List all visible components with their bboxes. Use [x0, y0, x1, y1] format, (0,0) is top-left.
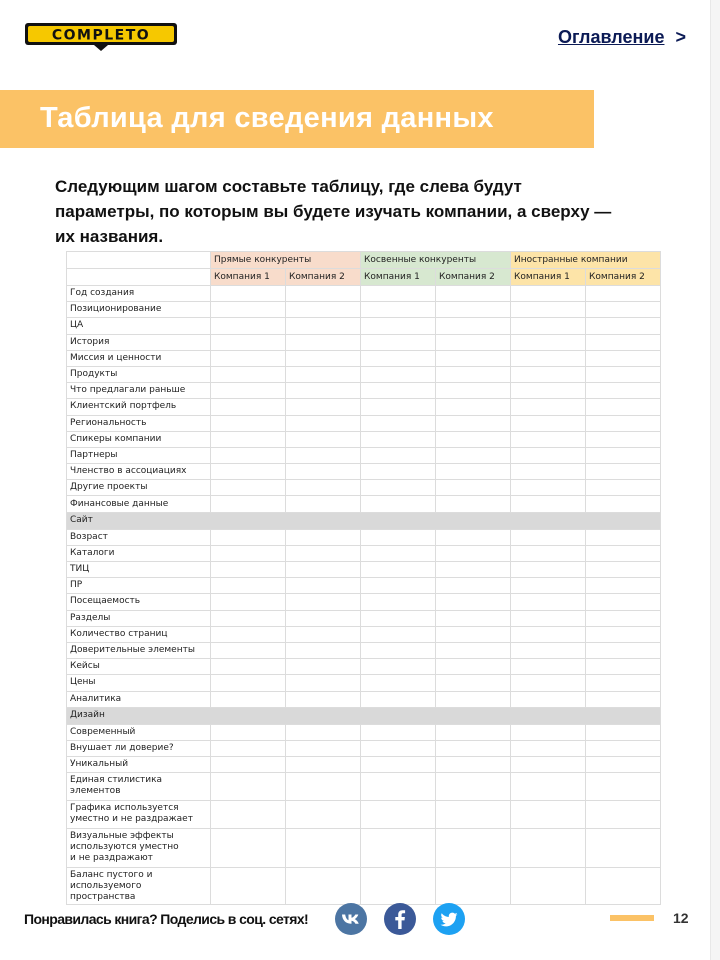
table-cell[interactable]: [286, 399, 361, 415]
table-cell[interactable]: [586, 318, 661, 334]
table-cell[interactable]: [211, 675, 286, 691]
parameter-label: ЦА: [67, 318, 211, 334]
table-cell[interactable]: [286, 829, 361, 868]
toc-link[interactable]: Оглавление: [557, 27, 665, 47]
table-cell[interactable]: [211, 480, 286, 496]
logo-text: COMPLETO: [51, 27, 151, 44]
table-row: [67, 334, 661, 350]
parameter-label: Кейсы: [67, 659, 211, 675]
table-cell[interactable]: [361, 318, 436, 334]
page-title: Таблица для сведения данных: [40, 102, 494, 134]
table-cell[interactable]: [511, 366, 586, 382]
company-header: Компания 2: [586, 269, 661, 286]
page-number: 12: [673, 910, 689, 926]
table-cell[interactable]: [436, 480, 511, 496]
table-cell[interactable]: [436, 545, 511, 561]
table-row: [67, 829, 661, 868]
parameter-label: Каталоги: [67, 545, 211, 561]
table-cell[interactable]: [361, 594, 436, 610]
table-cell[interactable]: [436, 562, 511, 578]
parameter-label: Современный: [67, 724, 211, 740]
table-cell[interactable]: [511, 675, 586, 691]
table-cell[interactable]: [286, 545, 361, 561]
table-cell[interactable]: [511, 829, 586, 868]
table-cell[interactable]: [586, 740, 661, 756]
table-cell[interactable]: [286, 318, 361, 334]
parameter-label: Год создания: [67, 286, 211, 302]
table-row: [67, 659, 661, 675]
table-cell[interactable]: [511, 447, 586, 463]
table-cell[interactable]: [511, 801, 586, 829]
table-cell[interactable]: [361, 496, 436, 512]
table-cell[interactable]: [586, 578, 661, 594]
parameter-label: Внушает ли доверие?: [67, 740, 211, 756]
table-cell[interactable]: [586, 594, 661, 610]
table-cell[interactable]: [586, 383, 661, 399]
table-row: [67, 610, 661, 626]
table-cell[interactable]: [511, 691, 586, 707]
table-cell[interactable]: [511, 431, 586, 447]
table-cell[interactable]: [436, 659, 511, 675]
parameter-label: Членство в ассоциациях: [67, 464, 211, 480]
parameter-label: Графика используется уместно и не раздражает: [67, 801, 211, 829]
table-cell[interactable]: [436, 642, 511, 658]
table-row: [67, 626, 661, 642]
table-cell[interactable]: [436, 286, 511, 302]
group-header-row: [67, 252, 661, 269]
facebook-icon[interactable]: [384, 903, 416, 935]
table-cell[interactable]: [211, 366, 286, 382]
parameter-label: Уникальный: [67, 757, 211, 773]
table-cell[interactable]: [586, 480, 661, 496]
table-cell[interactable]: [286, 529, 361, 545]
table-cell[interactable]: [361, 675, 436, 691]
table-cell[interactable]: [361, 562, 436, 578]
table-cell[interactable]: [286, 431, 361, 447]
table-cell[interactable]: [211, 691, 286, 707]
table-cell[interactable]: [511, 740, 586, 756]
table-cell[interactable]: [286, 302, 361, 318]
table-cell[interactable]: [436, 350, 511, 366]
table-cell[interactable]: [511, 496, 586, 512]
table-cell[interactable]: [436, 691, 511, 707]
table-cell[interactable]: [586, 724, 661, 740]
table-row: [67, 757, 661, 773]
table-cell[interactable]: [511, 642, 586, 658]
table-cell[interactable]: [511, 399, 586, 415]
table-cell[interactable]: [211, 740, 286, 756]
company-header: Компания 2: [286, 269, 361, 286]
table-cell[interactable]: [211, 773, 286, 801]
table-cell[interactable]: [511, 415, 586, 431]
table-cell[interactable]: [211, 659, 286, 675]
table-cell[interactable]: [286, 757, 361, 773]
table-cell[interactable]: [286, 383, 361, 399]
table-row: [67, 464, 661, 480]
table-cell[interactable]: [211, 286, 286, 302]
parameter-label: Миссия и ценности: [67, 350, 211, 366]
parameter-label: Клиентский портфель: [67, 399, 211, 415]
table-cell[interactable]: [286, 447, 361, 463]
table-cell[interactable]: [361, 757, 436, 773]
table-cell[interactable]: [511, 464, 586, 480]
group-header-foreign: Иностранные компании: [511, 252, 661, 269]
table-cell[interactable]: [436, 626, 511, 642]
table-cell[interactable]: [211, 801, 286, 829]
table-row: [67, 545, 661, 561]
table-cell[interactable]: [436, 447, 511, 463]
table-cell[interactable]: [361, 334, 436, 350]
toc-nav: [558, 27, 686, 48]
table-cell[interactable]: [586, 868, 661, 905]
table-cell[interactable]: [211, 350, 286, 366]
table-cell[interactable]: [211, 868, 286, 905]
table-cell[interactable]: [511, 286, 586, 302]
parameter-label: Что предлагали раньше: [67, 383, 211, 399]
table-row: [67, 415, 661, 431]
table-cell[interactable]: [211, 529, 286, 545]
table-cell[interactable]: [511, 610, 586, 626]
table-cell[interactable]: [211, 562, 286, 578]
table-cell[interactable]: [361, 415, 436, 431]
table-cell[interactable]: [511, 350, 586, 366]
table-row: [67, 302, 661, 318]
table-cell[interactable]: [586, 659, 661, 675]
table-cell[interactable]: [511, 578, 586, 594]
company-header: Компания 1: [211, 269, 286, 286]
table-cell[interactable]: [361, 691, 436, 707]
table-cell[interactable]: [286, 626, 361, 642]
table-cell[interactable]: [586, 302, 661, 318]
table-row: [67, 399, 661, 415]
table-cell[interactable]: [511, 302, 586, 318]
table-cell[interactable]: [361, 529, 436, 545]
table-cell[interactable]: [361, 480, 436, 496]
data-table-wrapper: [66, 251, 660, 905]
table-row: [67, 496, 661, 512]
table-cell[interactable]: [286, 773, 361, 801]
table-cell[interactable]: [361, 464, 436, 480]
table-cell[interactable]: [436, 366, 511, 382]
table-cell[interactable]: [361, 578, 436, 594]
table-cell[interactable]: [361, 773, 436, 801]
table-cell[interactable]: [586, 610, 661, 626]
table-cell[interactable]: [586, 334, 661, 350]
table-cell[interactable]: [211, 626, 286, 642]
table-row: [67, 383, 661, 399]
table-cell[interactable]: [511, 757, 586, 773]
table-row: [67, 868, 661, 905]
table-row: [67, 740, 661, 756]
table-cell[interactable]: [211, 334, 286, 350]
table-cell[interactable]: [436, 383, 511, 399]
table-row: [67, 773, 661, 801]
vk-icon[interactable]: [335, 903, 367, 935]
table-cell[interactable]: [211, 496, 286, 512]
table-cell[interactable]: [361, 626, 436, 642]
toc-arrow-icon[interactable]: >: [675, 27, 686, 47]
table-cell[interactable]: [286, 724, 361, 740]
table-row: [67, 724, 661, 740]
table-cell[interactable]: [286, 578, 361, 594]
table-cell[interactable]: [436, 724, 511, 740]
table-cell[interactable]: [511, 383, 586, 399]
table-cell[interactable]: [586, 286, 661, 302]
table-cell[interactable]: [436, 464, 511, 480]
table-cell[interactable]: [436, 801, 511, 829]
parameter-label: Финансовые данные: [67, 496, 211, 512]
table-cell[interactable]: [286, 594, 361, 610]
table-cell[interactable]: [361, 801, 436, 829]
table-cell[interactable]: [436, 415, 511, 431]
table-cell[interactable]: [586, 350, 661, 366]
company-header: Компания 1: [511, 269, 586, 286]
corner-cell: [67, 252, 211, 269]
corner-cell: [67, 269, 211, 286]
table-cell[interactable]: [361, 545, 436, 561]
table-cell[interactable]: [361, 286, 436, 302]
table-cell[interactable]: [436, 318, 511, 334]
table-cell[interactable]: [361, 659, 436, 675]
page-edge: [710, 0, 720, 960]
competitor-table: [66, 251, 661, 905]
table-cell[interactable]: [211, 464, 286, 480]
table-cell[interactable]: [211, 829, 286, 868]
table-cell[interactable]: [286, 334, 361, 350]
table-cell[interactable]: [511, 480, 586, 496]
twitter-icon[interactable]: [433, 903, 465, 935]
table-cell[interactable]: [436, 334, 511, 350]
table-cell[interactable]: [436, 594, 511, 610]
table-cell[interactable]: [361, 724, 436, 740]
table-cell[interactable]: [211, 399, 286, 415]
table-cell[interactable]: [211, 578, 286, 594]
table-cell[interactable]: [361, 399, 436, 415]
table-cell[interactable]: [211, 383, 286, 399]
parameter-label: Партнеры: [67, 447, 211, 463]
table-cell[interactable]: [286, 610, 361, 626]
group-header-indirect: Косвенные конкуренты: [361, 252, 511, 269]
parameter-label: История: [67, 334, 211, 350]
table-cell[interactable]: [211, 594, 286, 610]
table-cell[interactable]: [211, 610, 286, 626]
table-row: [67, 350, 661, 366]
table-row: [67, 642, 661, 658]
parameter-label: Спикеры компании: [67, 431, 211, 447]
parameter-label: ТИЦ: [67, 562, 211, 578]
table-cell[interactable]: [211, 724, 286, 740]
table-cell[interactable]: [361, 829, 436, 868]
table-cell[interactable]: [586, 415, 661, 431]
parameter-label: Единая стилистика элементов: [67, 773, 211, 801]
table-cell[interactable]: [586, 675, 661, 691]
table-cell[interactable]: [286, 286, 361, 302]
parameter-label: Визуальные эффекты используются уместно и не раздражают: [67, 829, 211, 868]
table-cell[interactable]: [286, 496, 361, 512]
table-cell[interactable]: [436, 757, 511, 773]
parameter-label: Посещаемость: [67, 594, 211, 610]
table-cell[interactable]: [211, 302, 286, 318]
table-cell[interactable]: [286, 366, 361, 382]
table-cell[interactable]: [436, 868, 511, 905]
table-row: [67, 562, 661, 578]
table-row: [67, 366, 661, 382]
table-cell[interactable]: [586, 545, 661, 561]
parameter-label: Возраст: [67, 529, 211, 545]
table-cell[interactable]: [436, 431, 511, 447]
table-cell[interactable]: [586, 496, 661, 512]
parameter-label: Другие проекты: [67, 480, 211, 496]
parameter-label: Аналитика: [67, 691, 211, 707]
table-row: [67, 431, 661, 447]
table-cell[interactable]: [286, 801, 361, 829]
table-cell[interactable]: [586, 829, 661, 868]
table-cell[interactable]: [436, 578, 511, 594]
table-row: [67, 675, 661, 691]
table-cell[interactable]: [211, 545, 286, 561]
table-cell[interactable]: [586, 626, 661, 642]
section-row: [67, 512, 661, 529]
table-cell[interactable]: [286, 480, 361, 496]
table-cell[interactable]: [586, 431, 661, 447]
table-cell[interactable]: [436, 302, 511, 318]
table-cell[interactable]: [436, 610, 511, 626]
table-cell[interactable]: [511, 868, 586, 905]
table-cell[interactable]: [586, 691, 661, 707]
table-cell[interactable]: [286, 642, 361, 658]
table-cell[interactable]: [286, 868, 361, 905]
table-row: [67, 480, 661, 496]
share-prompt: Понравилась книга? Поделись в соц. сетях!: [24, 911, 309, 927]
table-cell[interactable]: [211, 415, 286, 431]
table-cell[interactable]: [211, 431, 286, 447]
table-cell[interactable]: [436, 529, 511, 545]
table-cell[interactable]: [361, 302, 436, 318]
table-cell[interactable]: [586, 399, 661, 415]
parameter-label: Продукты: [67, 366, 211, 382]
table-row: [67, 801, 661, 829]
table-cell[interactable]: [286, 464, 361, 480]
table-cell[interactable]: [586, 801, 661, 829]
table-row: [67, 594, 661, 610]
table-cell[interactable]: [511, 318, 586, 334]
table-cell[interactable]: [586, 642, 661, 658]
completo-logo: [24, 22, 178, 48]
table-cell[interactable]: [286, 675, 361, 691]
parameter-label: Цены: [67, 675, 211, 691]
table-cell[interactable]: [511, 773, 586, 801]
parameter-label: Доверительные элементы: [67, 642, 211, 658]
company-header-row: [67, 269, 661, 286]
table-cell[interactable]: [286, 562, 361, 578]
company-header: Компания 1: [361, 269, 436, 286]
parameter-label: Разделы: [67, 610, 211, 626]
table-cell[interactable]: [586, 447, 661, 463]
company-header: Компания 2: [436, 269, 511, 286]
table-cell[interactable]: [286, 740, 361, 756]
table-cell[interactable]: [211, 757, 286, 773]
table-cell[interactable]: [511, 334, 586, 350]
table-cell[interactable]: [436, 773, 511, 801]
table-cell[interactable]: [586, 773, 661, 801]
table-cell[interactable]: [586, 757, 661, 773]
table-cell[interactable]: [286, 659, 361, 675]
intro-paragraph: Следующим шагом составьте таблицу, где слева будут параметры, по которым вы будете изучать компании, а сверху — их названия.: [55, 177, 612, 246]
table-cell[interactable]: [511, 529, 586, 545]
table-row: [67, 578, 661, 594]
table-cell[interactable]: [511, 659, 586, 675]
table-cell[interactable]: [361, 610, 436, 626]
table-cell[interactable]: [436, 829, 511, 868]
table-cell[interactable]: [436, 740, 511, 756]
table-cell[interactable]: [211, 642, 286, 658]
table-cell[interactable]: [511, 626, 586, 642]
table-cell[interactable]: [436, 496, 511, 512]
parameter-label: Количество страниц: [67, 626, 211, 642]
parameter-label: Баланс пустого и используемого пространства: [67, 868, 211, 905]
table-row: [67, 286, 661, 302]
section-banner: [0, 90, 594, 148]
table-cell[interactable]: [211, 447, 286, 463]
table-cell[interactable]: [436, 675, 511, 691]
table-cell[interactable]: [361, 350, 436, 366]
group-header-direct: Прямые конкуренты: [211, 252, 361, 269]
table-cell[interactable]: [211, 318, 286, 334]
section-label: Сайт: [67, 512, 661, 529]
table-cell[interactable]: [286, 415, 361, 431]
section-row: [67, 707, 661, 724]
table-row: [67, 318, 661, 334]
table-cell[interactable]: [361, 366, 436, 382]
table-cell[interactable]: [511, 545, 586, 561]
table-cell[interactable]: [586, 464, 661, 480]
parameter-label: Региональность: [67, 415, 211, 431]
footer-accent-bar: [610, 915, 654, 921]
table-cell[interactable]: [361, 383, 436, 399]
section-label: Дизайн: [67, 707, 661, 724]
table-cell[interactable]: [586, 529, 661, 545]
table-row: [67, 529, 661, 545]
parameter-label: ПР: [67, 578, 211, 594]
table-cell[interactable]: [286, 350, 361, 366]
table-cell[interactable]: [436, 399, 511, 415]
table-cell[interactable]: [511, 562, 586, 578]
table-cell[interactable]: [361, 431, 436, 447]
table-cell[interactable]: [361, 868, 436, 905]
table-cell[interactable]: [286, 691, 361, 707]
table-cell[interactable]: [586, 562, 661, 578]
table-cell[interactable]: [511, 724, 586, 740]
table-cell[interactable]: [586, 366, 661, 382]
parameter-label: Позиционирование: [67, 302, 211, 318]
table-cell[interactable]: [361, 740, 436, 756]
table-cell[interactable]: [361, 642, 436, 658]
table-row: [67, 447, 661, 463]
table-row: [67, 691, 661, 707]
table-cell[interactable]: [511, 594, 586, 610]
table-cell[interactable]: [361, 447, 436, 463]
